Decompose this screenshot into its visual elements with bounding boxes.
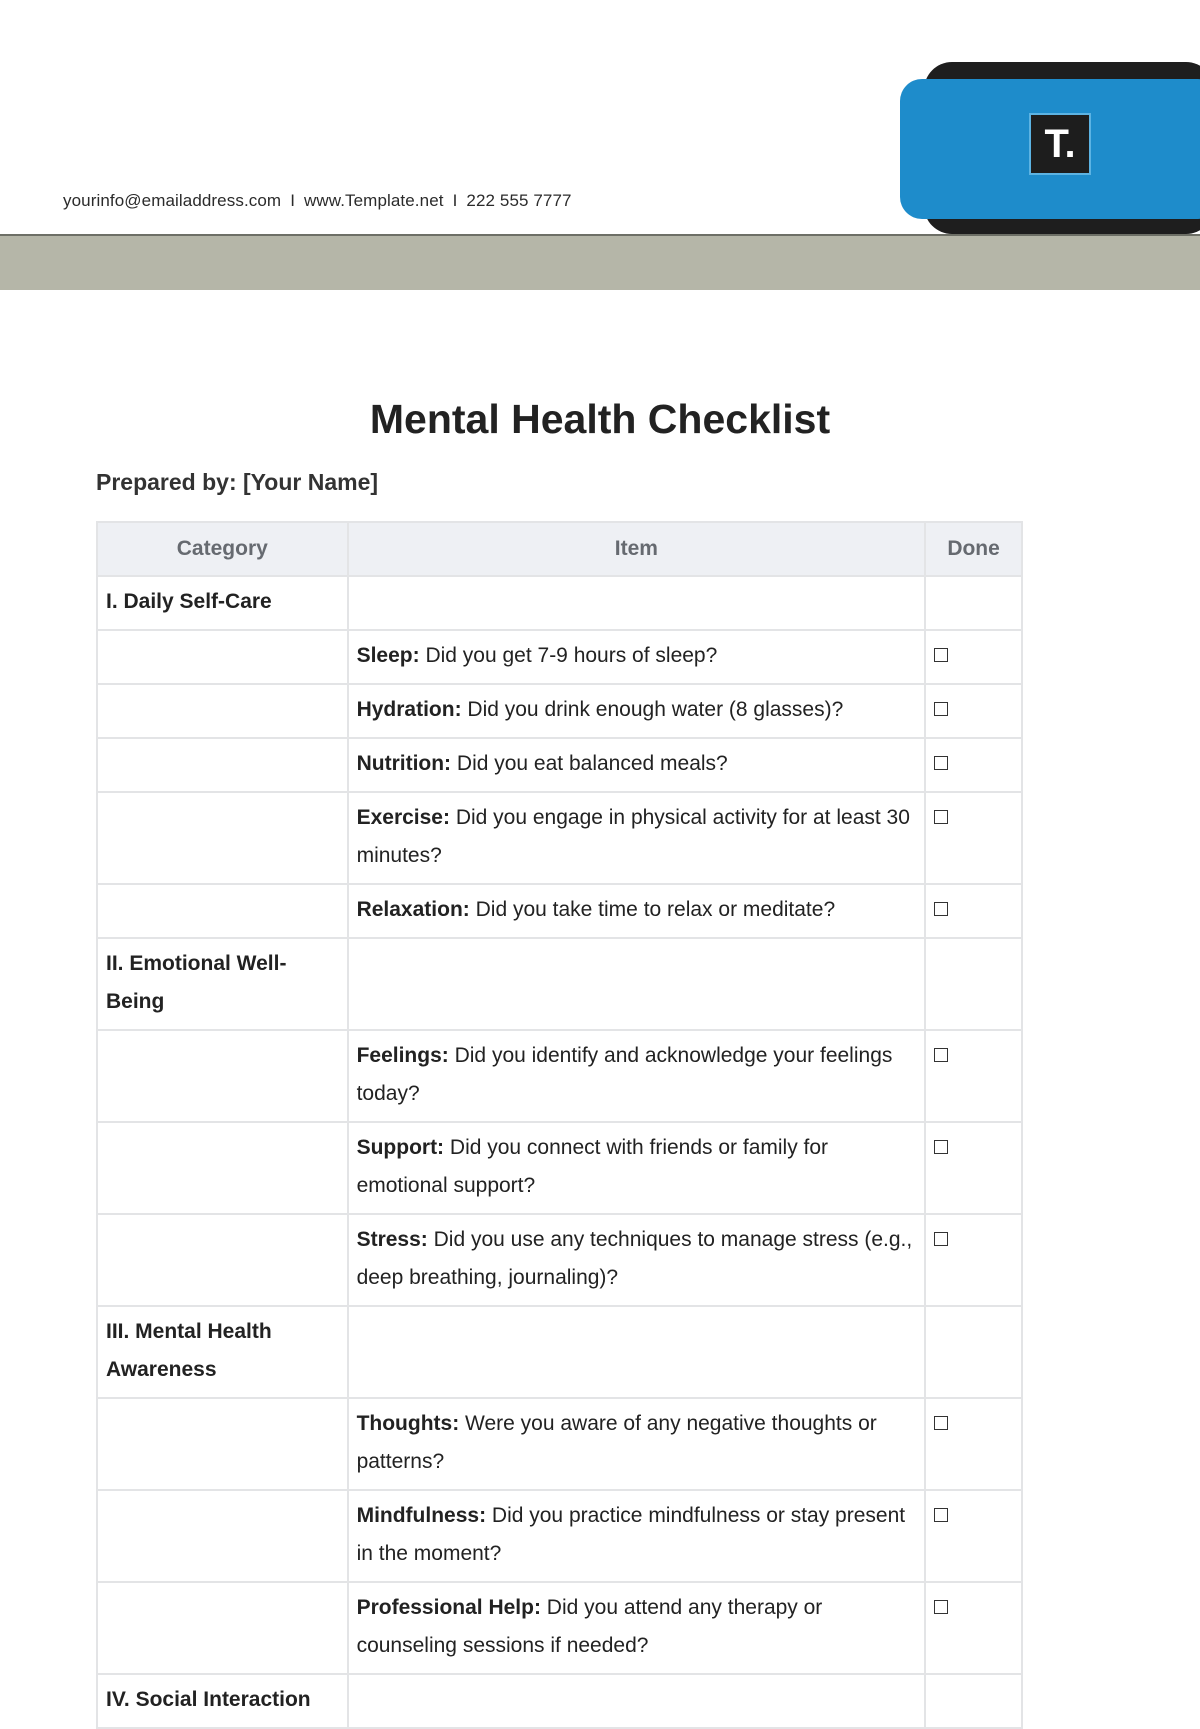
item-label: Stress: [356, 1228, 428, 1251]
column-header-done: Done [925, 522, 1022, 576]
item-text: Did you drink enough water (8 glasses)? [461, 698, 844, 721]
item-label: Mindfulness: [356, 1504, 487, 1527]
done-checkbox[interactable] [934, 1600, 948, 1614]
checklist-table [96, 521, 1023, 1729]
done-checkbox[interactable] [934, 1232, 948, 1246]
item-text: Did you identify and acknowledge your feelings today? [356, 1044, 893, 1105]
item-text: Did you take time to relax or meditate? [469, 898, 836, 921]
item-text: Did you use any techniques to manage stress (e.g., deep breathing, journaling)? [356, 1228, 913, 1289]
item-cell [348, 1490, 926, 1582]
section-category: III. Mental Health Awareness [97, 1306, 348, 1398]
section-category: II. Emotional Well-Being [97, 938, 348, 1030]
table-row [97, 792, 1022, 884]
table-row [97, 1582, 1022, 1674]
item-text: Were you aware of any negative thoughts or patterns? [356, 1412, 877, 1473]
section-row [97, 1674, 1022, 1728]
done-checkbox[interactable] [934, 902, 948, 916]
table-row [97, 1030, 1022, 1122]
table-row [97, 684, 1022, 738]
contact-website: www.Template.net [304, 191, 444, 210]
item-text: Did you connect with friends or family for emotional support? [356, 1136, 829, 1197]
item-cell [348, 1030, 926, 1122]
section-category: I. Daily Self-Care [97, 576, 348, 630]
item-text: Did you practice mindfulness or stay present in the moment? [356, 1504, 906, 1565]
item-label: Feelings: [356, 1044, 449, 1067]
section-row [97, 576, 1022, 630]
column-header-category: Category [97, 522, 348, 576]
item-label: Support: [356, 1136, 445, 1159]
item-cell [348, 884, 926, 938]
done-checkbox[interactable] [934, 756, 948, 770]
table-header-row [97, 522, 1022, 576]
item-label: Hydration: [356, 698, 462, 721]
item-label: Nutrition: [356, 752, 452, 775]
item-cell [348, 1582, 926, 1674]
header-band [0, 236, 1200, 290]
prepared-by: Prepared by: [Your Name] [96, 469, 379, 495]
done-checkbox[interactable] [934, 810, 948, 824]
item-label: Relaxation: [356, 898, 470, 921]
done-checkbox[interactable] [934, 702, 948, 716]
item-label: Sleep: [356, 644, 420, 667]
contact-email: yourinfo@emailaddress.com [63, 191, 282, 210]
item-label: Thoughts: [356, 1412, 460, 1435]
table-row [97, 1214, 1022, 1306]
done-checkbox[interactable] [934, 648, 948, 662]
item-cell [348, 1122, 926, 1214]
item-text: Did you engage in physical activity for at least 30 minutes? [356, 806, 910, 867]
item-label: Exercise: [356, 806, 450, 829]
section-category: IV. Social Interaction [97, 1674, 348, 1728]
table-row [97, 1122, 1022, 1214]
item-cell [348, 1214, 926, 1306]
item-cell [348, 684, 926, 738]
done-checkbox[interactable] [934, 1140, 948, 1154]
item-text: Did you eat balanced meals? [451, 752, 728, 775]
table-row [97, 884, 1022, 938]
section-row [97, 1306, 1022, 1398]
column-header-item: Item [348, 522, 926, 576]
table-row [97, 630, 1022, 684]
item-text: Did you attend any therapy or counseling sessions if needed? [356, 1596, 823, 1657]
item-cell [348, 630, 926, 684]
table-row [97, 1398, 1022, 1490]
item-label: Professional Help: [356, 1596, 541, 1619]
item-text: Did you get 7-9 hours of sleep? [419, 644, 718, 667]
table-row [97, 738, 1022, 792]
contact-separator: I [452, 191, 458, 210]
done-checkbox[interactable] [934, 1508, 948, 1522]
section-row [97, 938, 1022, 1030]
contact-phone: 222 555 7777 [466, 191, 572, 210]
item-cell [348, 792, 926, 884]
done-checkbox[interactable] [934, 1416, 948, 1430]
brand-logo: T. [1029, 113, 1091, 175]
contact-line [63, 191, 572, 211]
table-row [97, 1490, 1022, 1582]
done-checkbox[interactable] [934, 1048, 948, 1062]
item-cell [348, 1398, 926, 1490]
page-title: Mental Health Checklist [369, 396, 831, 442]
contact-separator: I [290, 191, 296, 210]
item-cell [348, 738, 926, 792]
